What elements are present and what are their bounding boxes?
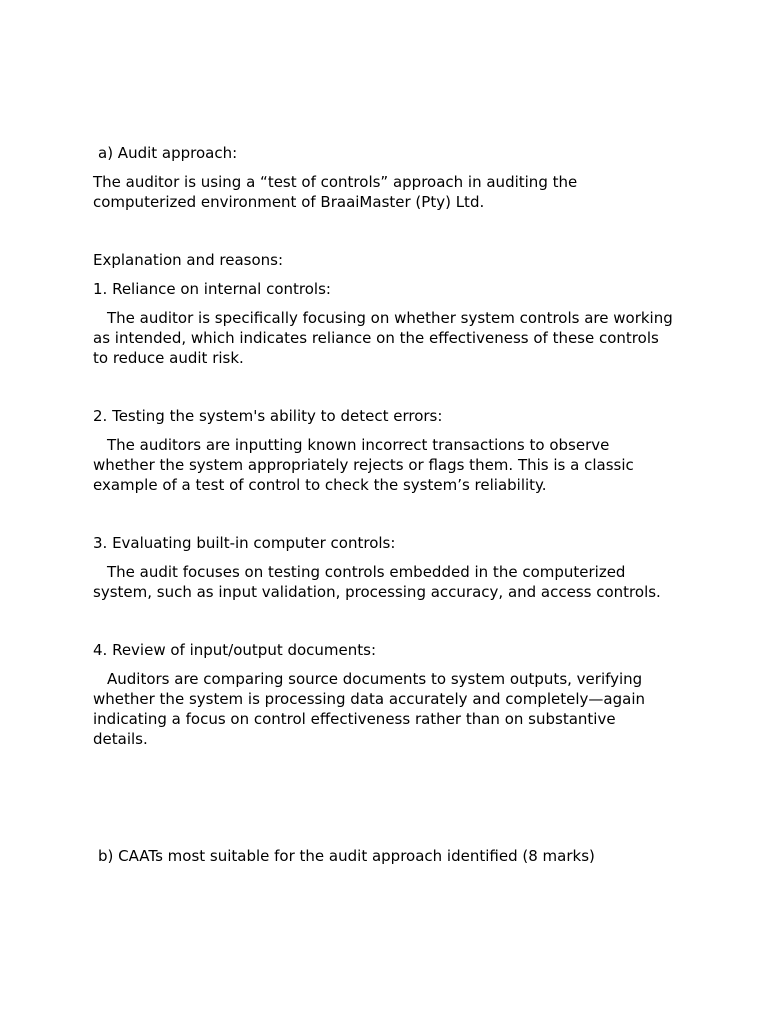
document-body bbox=[93, 143, 673, 866]
item-2-title: 2. Testing the system's ability to detect errors: bbox=[93, 407, 443, 425]
item-3-title: 3. Evaluating built-in computer controls: bbox=[93, 534, 396, 552]
intro-paragraph: The auditor is using a “test of controls” approach in auditing the computerized environment of BraaiMaster (Pty) Ltd. bbox=[93, 173, 578, 211]
item-1-body: The auditor is specifically focusing on whether system controls are working as intended, which indicates reliance on the effectiveness of these controls to reduce audit risk. bbox=[93, 309, 673, 367]
item-3-body: The audit focuses on testing controls embedded in the computerized system, such as input validation, processing accuracy, and access controls. bbox=[93, 563, 661, 601]
explanation-heading: Explanation and reasons: bbox=[93, 251, 284, 269]
section-b-heading: b) CAATs most suitable for the audit approach identified (8 marks) bbox=[98, 847, 595, 865]
item-4-title: 4. Review of input/output documents: bbox=[93, 641, 377, 659]
section-a-heading: a) Audit approach: bbox=[98, 144, 238, 162]
item-1-title: 1. Reliance on internal controls: bbox=[93, 280, 331, 298]
item-4-body: Auditors are comparing source documents to system outputs, verifying whether the system is processing data accurately and completely—again indicating a focus on control effectiveness rather than on substantive details. bbox=[93, 670, 645, 748]
item-2-body: The auditors are inputting known incorrect transactions to observe whether the system appropriately rejects or flags them. This is a classic example of a test of control to check the system’s reliability. bbox=[93, 436, 634, 494]
